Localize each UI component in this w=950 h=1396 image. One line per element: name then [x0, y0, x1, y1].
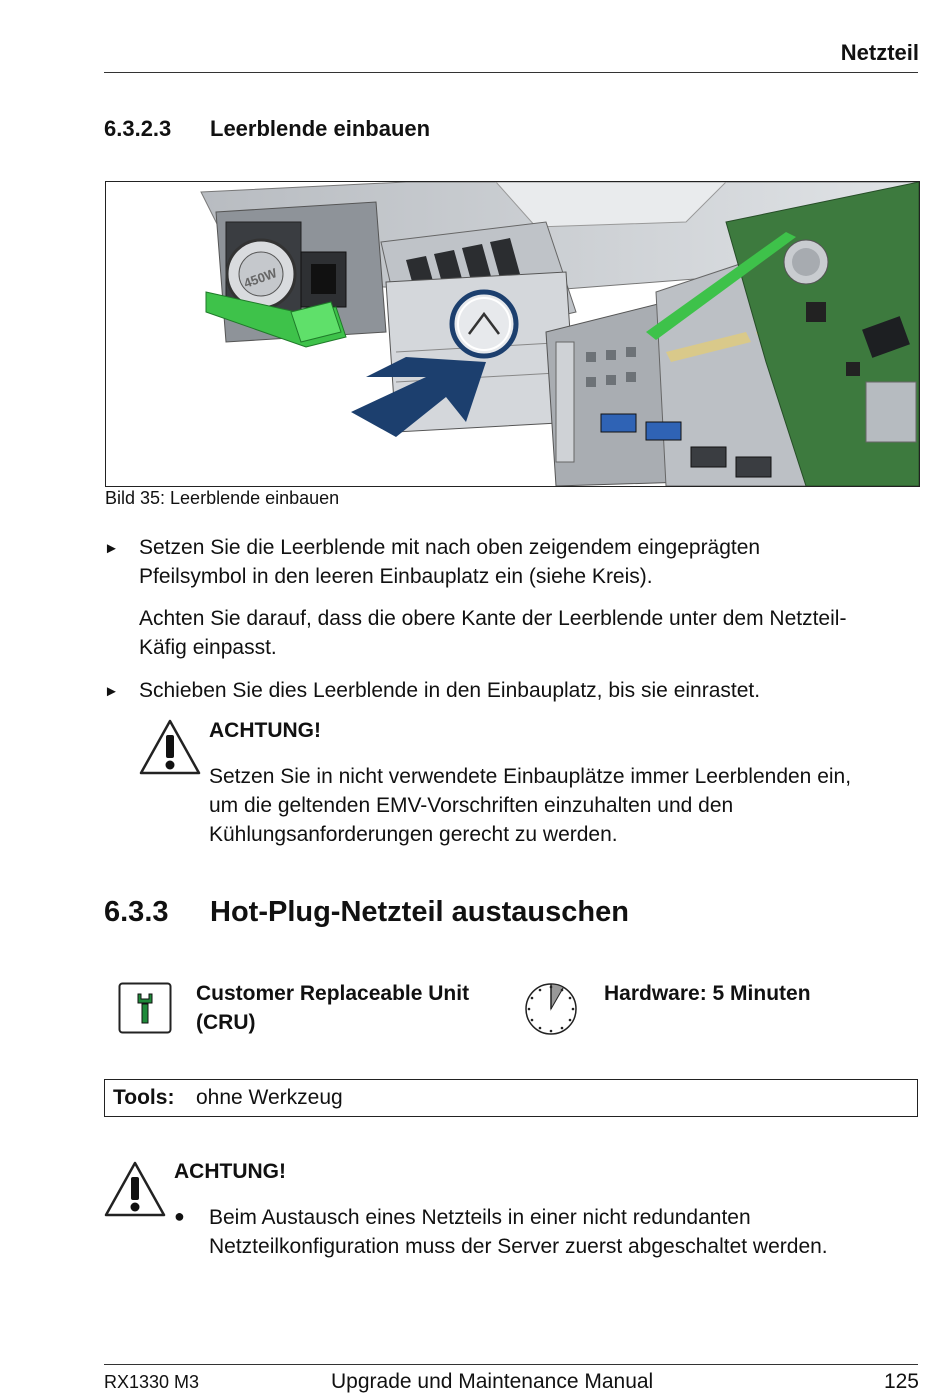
step-2-text: Schieben Sie dies Leerblende in den Einbauplatz, bis sie einrastet.: [139, 679, 761, 702]
step-marker: ►: [104, 540, 119, 557]
section-title: Leerblende einbauen: [210, 116, 431, 141]
footer-model: RX1330 M3: [104, 1372, 200, 1392]
tools-value: ohne Werkzeug: [196, 1086, 343, 1109]
time-estimate: Hardware: 5 Minuten: [604, 982, 811, 1005]
warning-line-1: Beim Austausch eines Netzteils in einer nicht redundanten: [209, 1206, 751, 1229]
warning-title: ACHTUNG!: [174, 1160, 286, 1183]
section-title: Hot-Plug-Netzteil austauschen: [210, 896, 629, 928]
running-header: Netzteil: [840, 40, 919, 65]
cru-label-line-2: (CRU): [196, 1011, 256, 1034]
psu-wattage-label: 450W: [241, 265, 279, 291]
page-number: 125: [883, 1370, 919, 1393]
bullet-dot: ●: [174, 1206, 185, 1226]
section-heading-6-3-3: [104, 896, 629, 929]
warning-title: ACHTUNG!: [209, 719, 321, 742]
step-marker: ►: [104, 683, 119, 700]
wrench-icon: [118, 982, 172, 1034]
section-heading-6-3-2-3: [104, 116, 430, 142]
highlight-circle: [452, 292, 516, 356]
clock-icon: [522, 980, 580, 1038]
warning-icon: [103, 1160, 167, 1220]
step-1-line-2: Pfeilsymbol in den leeren Einbauplatz ein (siehe Kreis).: [139, 565, 653, 588]
cru-label-line-1: Customer Replaceable Unit: [196, 982, 470, 1005]
tools-box: [104, 1079, 918, 1117]
warning-icon: [138, 718, 202, 778]
footer-manual-title: Upgrade und Maintenance Manual: [331, 1370, 654, 1393]
note-line-2: Käfig einpasst.: [139, 636, 277, 659]
section-number: 6.3.3: [104, 896, 169, 928]
section-number: 6.3.2.3: [104, 116, 172, 141]
warning-line-2: um die geltenden EMV-Vorschriften einzuhalten und den: [209, 794, 734, 817]
tools-key: Tools:: [113, 1086, 175, 1109]
server-illustration: [106, 182, 919, 486]
step-1-line-1: Setzen Sie die Leerblende mit nach oben zeigendem eingeprägten: [139, 536, 761, 559]
warning-line-2: Netzteilkonfiguration muss der Server zuerst abgeschaltet werden.: [209, 1235, 828, 1258]
figure-leerblende: [105, 181, 920, 487]
figure-caption: Bild 35: Leerblende einbauen: [105, 488, 340, 508]
note-line-1: Achten Sie darauf, dass die obere Kante der Leerblende unter dem Netzteil-: [139, 607, 847, 630]
footer-rule: [104, 1364, 918, 1365]
warning-line-1: Setzen Sie in nicht verwendete Einbauplätze immer Leerblenden ein,: [209, 765, 852, 788]
warning-line-3: Kühlungsanforderungen gerecht zu werden.: [209, 823, 618, 846]
header-rule: [104, 72, 918, 73]
